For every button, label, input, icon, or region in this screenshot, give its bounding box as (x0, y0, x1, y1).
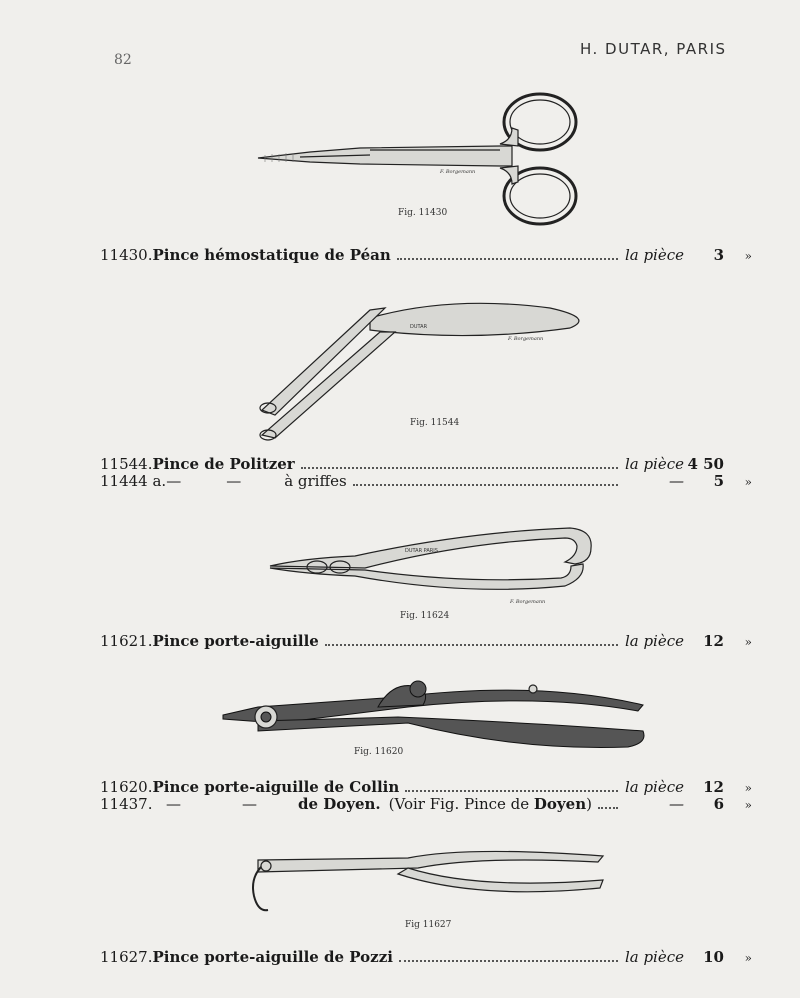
figure-caption: Fig. 11620 (354, 747, 404, 757)
instrument-stamp: DUTAR (410, 324, 428, 330)
item-number: 11627. (100, 948, 153, 966)
leader-dots (301, 467, 618, 469)
reference-name: Doyen (533, 795, 587, 813)
instrument-stamp: DUTAR PARIS (405, 548, 438, 554)
item-mark: » (744, 798, 752, 812)
item-number: 11620. (100, 778, 153, 796)
leader-dots (399, 960, 618, 962)
item-number: 11544. (100, 455, 153, 473)
item-unit: la pièce (624, 246, 684, 264)
item-price: 12 (703, 632, 724, 650)
engraver-signature: F. Borgemann (508, 336, 544, 342)
engraver-signature: F. Borgemann (510, 599, 546, 605)
ditto-dash: — (242, 795, 257, 813)
page-header: H. DUTAR, PARIS (580, 40, 727, 58)
ditto-dash: — (166, 472, 182, 490)
item-number: 11430. (100, 246, 153, 264)
catalog-entry-11621 (100, 632, 752, 652)
item-name: Pince hémostatique de Péan (152, 246, 391, 264)
reference-close: ) (586, 795, 592, 813)
item-price: 3 (713, 246, 724, 264)
item-name: à griffes (284, 472, 347, 490)
engraver-signature: F. Borgemann (440, 169, 476, 175)
item-price: 12 (703, 778, 724, 796)
figure-needle-holder (265, 518, 600, 608)
catalog-entry-11627 (100, 948, 752, 968)
item-name: Pince de Politzer (152, 455, 295, 473)
item-name: Pince porte-aiguille de Collin (152, 778, 400, 796)
figure-caption: Fig 11627 (405, 920, 452, 930)
leader-dots (325, 644, 618, 646)
leader-dots (353, 484, 618, 486)
item-unit: la pièce (624, 632, 684, 650)
item-reference (389, 795, 592, 813)
catalog-entry-11444a (100, 472, 752, 492)
item-price: 4 50 (687, 455, 724, 473)
item-mark: » (744, 249, 752, 263)
item-number: 11437. (100, 795, 153, 813)
figure-caption: Fig. 11624 (400, 611, 450, 621)
item-mark: » (744, 635, 752, 649)
item-unit: la pièce (624, 778, 684, 796)
item-unit: la pièce (624, 455, 684, 473)
figure-pozzi-needle-holder (248, 838, 608, 918)
item-number: 11444 a. (100, 472, 167, 490)
item-number: 11621. (100, 632, 153, 650)
leader-dots (598, 807, 618, 809)
item-name: Pince porte-aiguille (152, 632, 319, 650)
figure-caption: Fig. 11544 (410, 418, 460, 428)
item-mark: » (744, 951, 752, 965)
page-number: 82 (114, 52, 132, 68)
item-unit: — (669, 472, 684, 490)
item-mark: » (744, 781, 752, 795)
item-mark: » (744, 475, 752, 489)
catalog-entry-11430 (100, 246, 752, 266)
item-unit: — (669, 795, 684, 813)
catalog-entry-11437 (100, 795, 752, 815)
leader-dots (405, 790, 618, 792)
item-name: de Doyen. (298, 795, 381, 813)
reference-text: (Voir Fig. Pince de (388, 795, 534, 813)
item-name: Pince porte-aiguille de Pozzi (152, 948, 393, 966)
item-price: 10 (703, 948, 724, 966)
item-price: 6 (713, 795, 724, 813)
figure-collin-needle-holder (218, 675, 648, 760)
leader-dots (397, 258, 618, 260)
item-unit: la pièce (624, 948, 684, 966)
ditto-dash: — (226, 472, 242, 490)
figure-caption: Fig. 11430 (398, 208, 448, 218)
ditto-dash: — (166, 795, 181, 813)
item-price: 5 (713, 472, 724, 490)
